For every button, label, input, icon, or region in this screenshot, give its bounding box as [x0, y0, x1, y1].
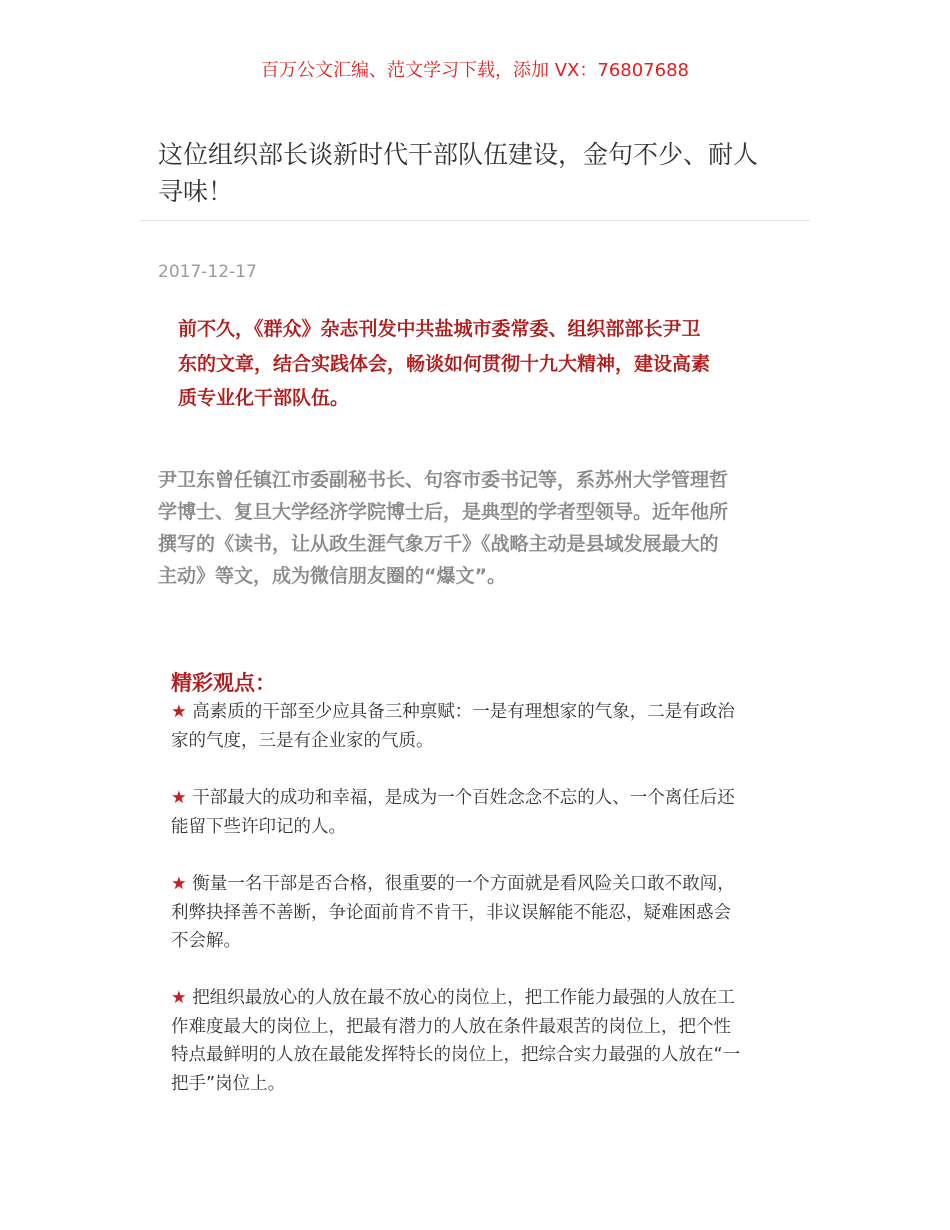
- lead-line: 东的文章，结合实践体会，畅谈如何贯彻十九大精神，建设高素: [178, 352, 711, 375]
- point-text: 把组织最放心的人放在最不放心的岗位上，把工作能力最强的人放在工: [186, 988, 735, 1008]
- title-divider: [140, 220, 810, 221]
- point-text: 特点最鲜明的人放在最能发挥特长的岗位上，把综合实力最强的人放在“一: [171, 1045, 741, 1066]
- bio-line: 撰写的《读书，让从政生涯气象万千》《战略主动是县域发展最大的: [158, 533, 719, 555]
- bio-line: 尹卫东曾任镇江市委副秘书长、句容市委书记等，系苏州大学管理哲: [158, 469, 729, 491]
- highlight-point: [171, 984, 740, 1099]
- point-text: 衡量一名干部是否合格，很重要的一个方面就是看风险关口敢不敢闯，: [186, 874, 735, 894]
- star-icon: ★: [171, 874, 187, 894]
- title-line: 寻味！: [158, 177, 234, 206]
- highlight-point: [171, 698, 735, 755]
- point-text: 能留下些许印记的人。: [171, 816, 346, 837]
- star-icon: ★: [171, 788, 187, 808]
- promo-banner: 百万公文汇编、范文学习下载，添加 VX：76807688: [261, 60, 689, 81]
- bio-paragraph: [158, 464, 728, 592]
- title-line: 这位组织部长谈新时代干部队伍建设，金句不少、耐人: [158, 140, 759, 169]
- point-text: 把手”岗位上。: [171, 1074, 286, 1095]
- point-text: 利弊抉择善不善断，争论面前肯不肯干，非议误解能不能忍，疑难困惑会: [171, 902, 731, 923]
- highlight-point: [171, 870, 735, 956]
- lead-line: 前不久，《群众》杂志刊发中共盐城市委常委、组织部部长尹卫: [178, 318, 701, 340]
- star-icon: ★: [171, 702, 187, 722]
- highlight-point: [171, 784, 735, 841]
- point-text: 家的气度，三是有企业家的气质。: [171, 730, 434, 751]
- article-title: [158, 136, 758, 210]
- point-text: 高素质的干部至少应具备三种禀赋：一是有理想家的气象，二是有政治: [186, 702, 735, 722]
- lead-paragraph: [178, 312, 710, 416]
- point-text: 不会解。: [171, 931, 241, 952]
- highlights-heading: 精彩观点：: [171, 671, 276, 695]
- bio-line: 学博士、复旦大学经济学院博士后，是典型的学者型领导。近年他所: [158, 501, 729, 523]
- publish-date: 2017-12-17: [158, 262, 257, 282]
- bio-line: 主动》等文，成为微信朋友圈的“爆文”。: [158, 565, 506, 587]
- point-text: 作难度最大的岗位上，把最有潜力的人放在条件最艰苦的岗位上，把个性: [171, 1016, 731, 1037]
- lead-line: 质专业化干部队伍。: [178, 387, 350, 409]
- point-text: 干部最大的成功和幸福，是成为一个百姓念念不忘的人、一个离任后还: [186, 788, 735, 808]
- star-icon: ★: [171, 988, 187, 1008]
